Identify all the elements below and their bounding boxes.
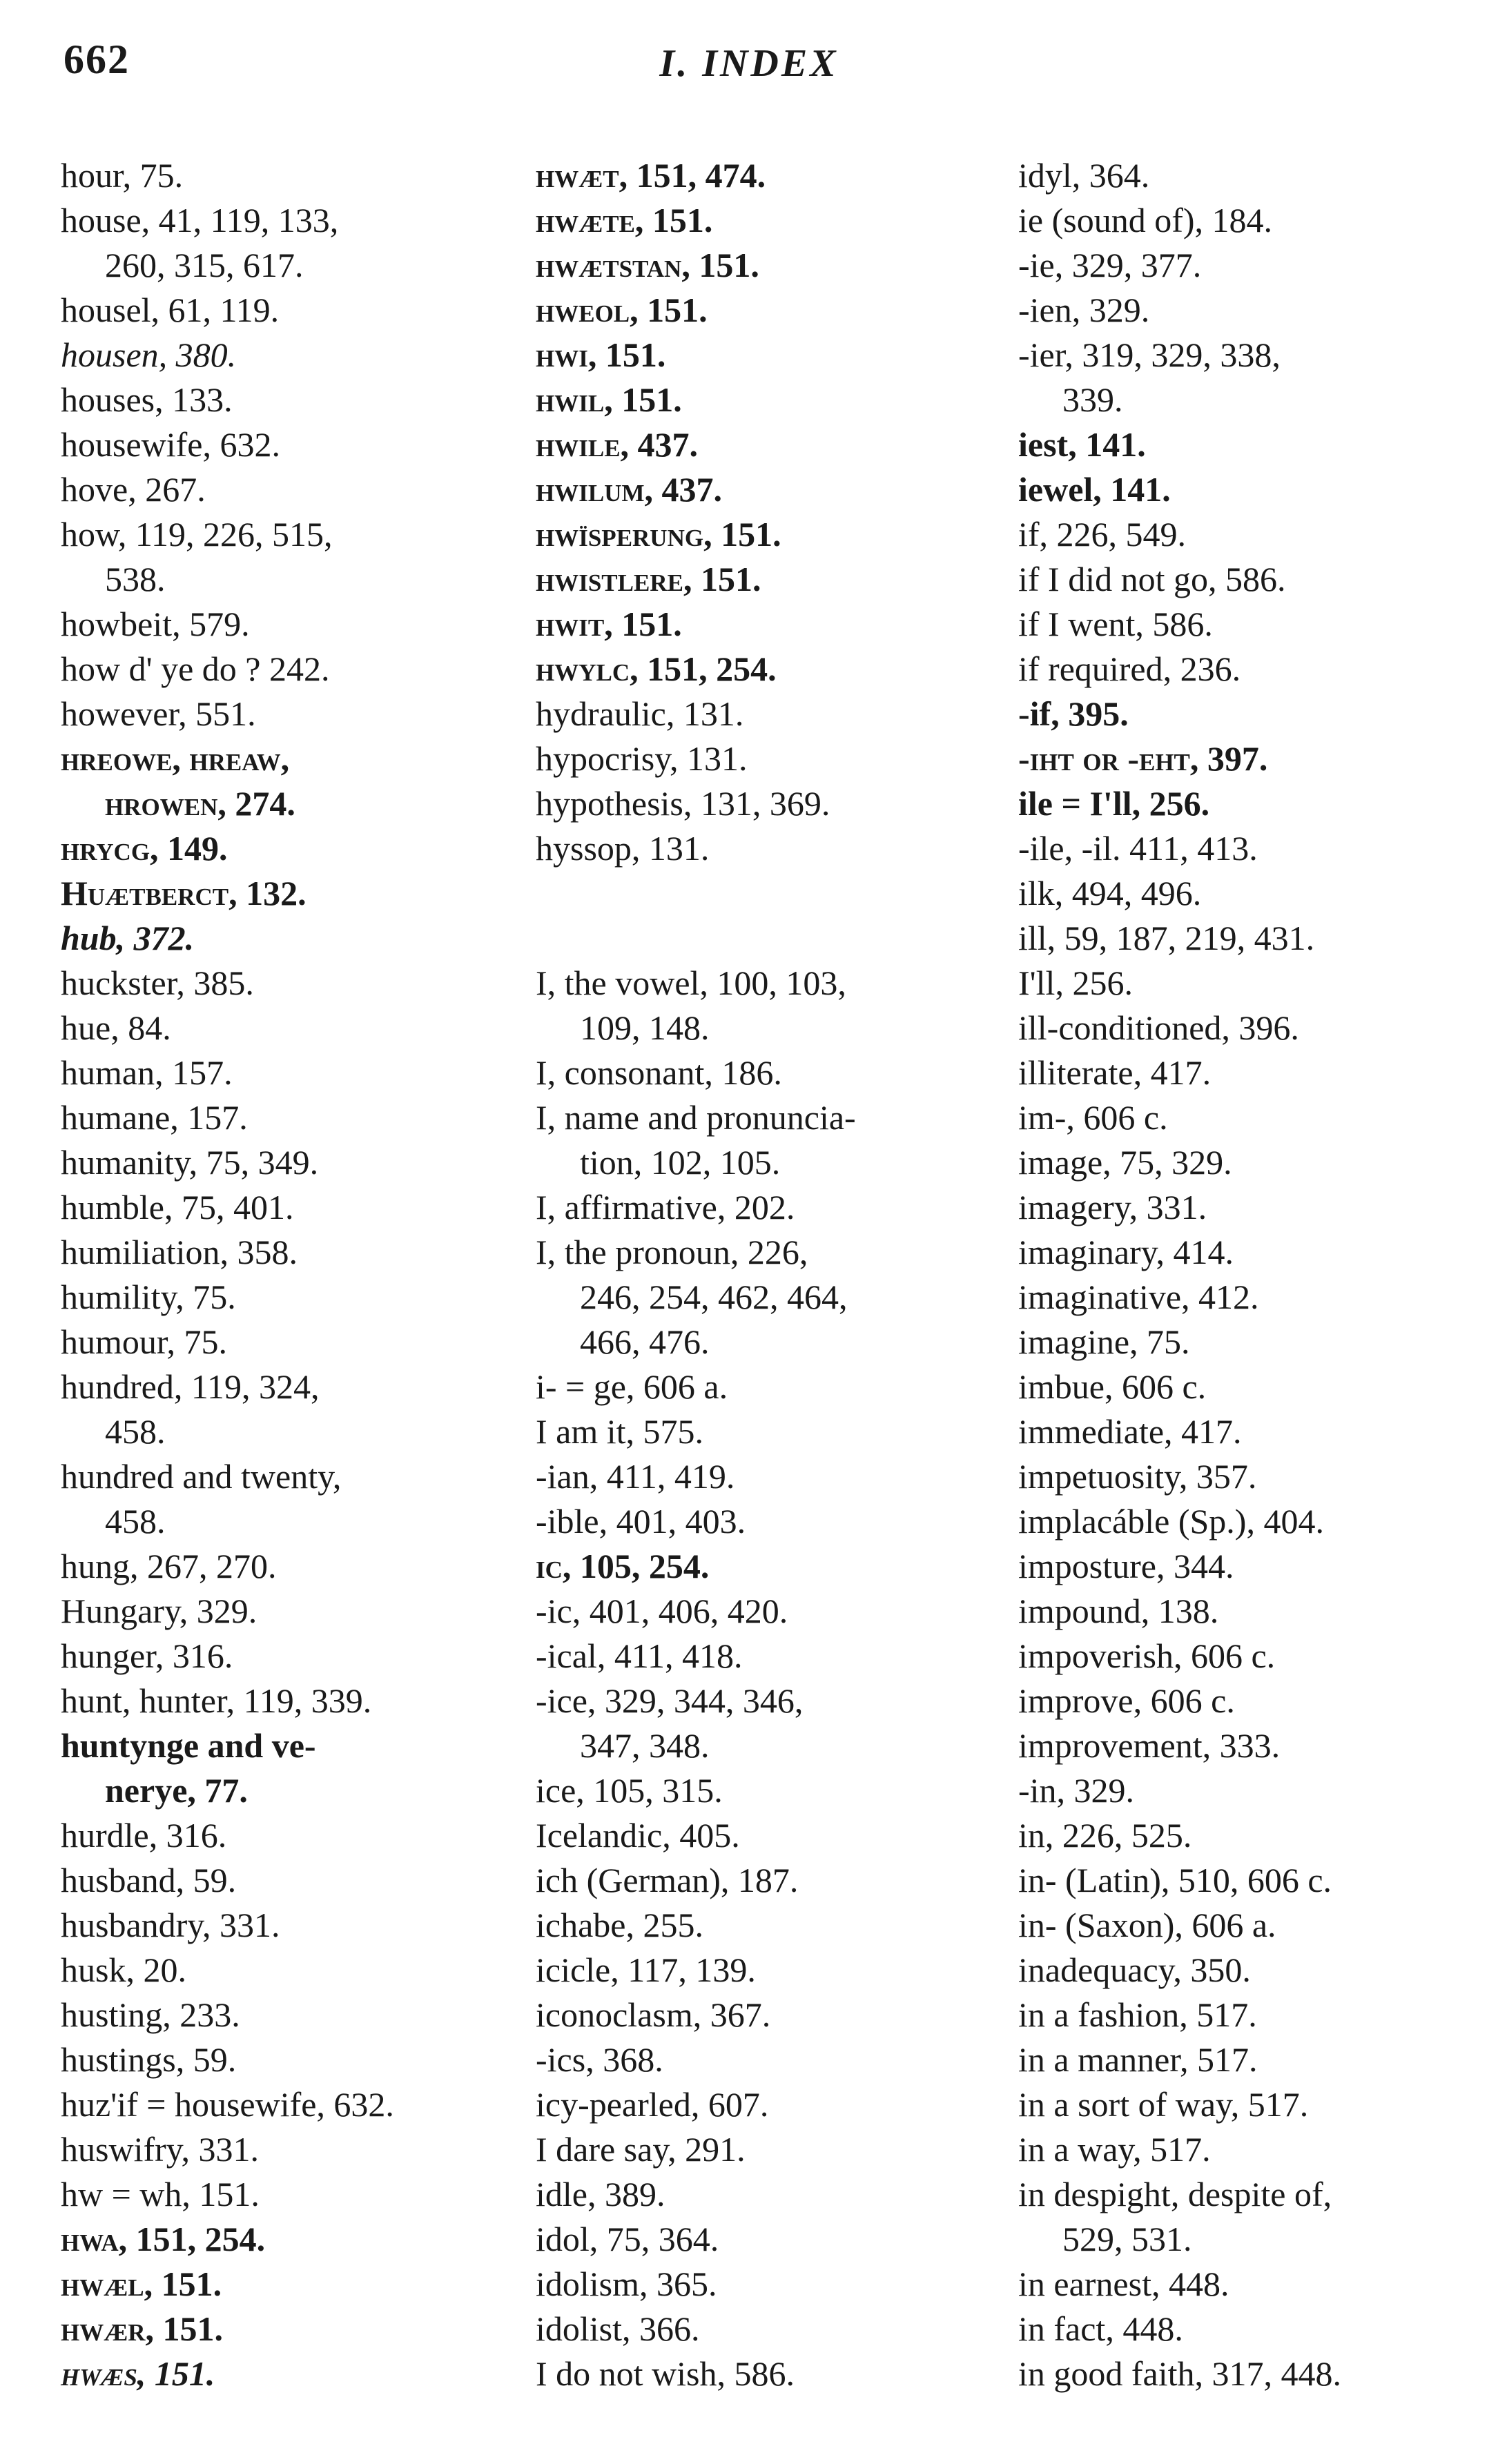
index-entry: hyssop, 131.: [536, 829, 710, 868]
index-entry: idolist, 366.: [536, 2309, 700, 2348]
index-entry: hwæs, 151.: [61, 2354, 215, 2393]
index-entry: how d' ye do ? 242.: [61, 649, 330, 688]
index-entry: housen, 380.: [61, 335, 237, 374]
index-entry: imposture, 344.: [1018, 1547, 1234, 1585]
index-entry: idle, 389.: [536, 2175, 665, 2213]
index-entry: hwistlere, 151.: [536, 560, 761, 598]
index-entry: im-, 606 c.: [1018, 1098, 1168, 1137]
index-entry: in- (Saxon), 606 a.: [1018, 1906, 1276, 1944]
index-entry: husk, 20.: [61, 1950, 186, 1989]
index-entry: in earnest, 448.: [1018, 2265, 1229, 2303]
index-entry: image, 75, 329.: [1018, 1143, 1232, 1182]
index-entry: ie (sound of), 184.: [1018, 201, 1272, 239]
index-entry-continuation: hrowen, 274.: [105, 784, 295, 823]
index-entry: Icelandic, 405.: [536, 1816, 740, 1855]
index-entry: humble, 75, 401.: [61, 1188, 294, 1226]
index-entry: hwa, 151, 254.: [61, 2220, 266, 2258]
index-entry: huntynge and ve-: [61, 1726, 316, 1765]
index-entry: -in, 329.: [1018, 1771, 1135, 1810]
index-entry: hwilum, 437.: [536, 470, 722, 509]
index-entry: housewife, 632.: [61, 425, 280, 464]
index-entry: I, name and pronuncia-: [536, 1098, 856, 1137]
index-entry: icy-pearled, 607.: [536, 2085, 769, 2124]
index-entry: hundred, 119, 324,: [61, 1367, 320, 1406]
index-entry: imaginative, 412.: [1018, 1278, 1259, 1316]
index-entry: I, the vowel, 100, 103,: [536, 964, 846, 1002]
index-entry: in a sort of way, 517.: [1018, 2085, 1309, 2124]
index-entry: -ible, 401, 403.: [536, 1502, 746, 1541]
index-entry-continuation: nerye, 77.: [105, 1771, 248, 1810]
index-entry: idyl, 364.: [1018, 156, 1150, 195]
running-title: I. INDEX: [659, 42, 839, 85]
index-entry: Hungary, 329.: [61, 1592, 257, 1630]
index-entry: hwile, 437.: [536, 425, 699, 464]
index-entry-continuation: 109, 148.: [580, 1008, 710, 1047]
index-entry: in fact, 448.: [1018, 2309, 1183, 2348]
index-entry-continuation: 458.: [105, 1412, 166, 1451]
index-entry: improve, 606 c.: [1018, 1681, 1235, 1720]
index-entry-continuation: tion, 102, 105.: [580, 1143, 781, 1182]
index-entry: illiterate, 417.: [1018, 1053, 1212, 1092]
index-entry: icicle, 117, 139.: [536, 1950, 756, 1989]
index-column-3: [1018, 153, 1460, 2396]
index-entry: hwær, 151.: [61, 2309, 223, 2348]
index-entry: -ical, 411, 418.: [536, 1636, 743, 1675]
index-entry: imagery, 331.: [1018, 1188, 1207, 1226]
index-column-2: [536, 153, 964, 2396]
index-entry: in, 226, 525.: [1018, 1816, 1192, 1855]
index-entry: -ile, -il. 411, 413.: [1018, 829, 1258, 868]
index-entry-continuation: 339.: [1062, 380, 1123, 419]
index-entry: hweol, 151.: [536, 291, 708, 329]
index-entry: huswifry, 331.: [61, 2130, 260, 2169]
index-entry: hunt, hunter, 119, 339.: [61, 1681, 372, 1720]
index-entry: hustings, 59.: [61, 2040, 237, 2079]
index-entry-continuation: 347, 348.: [580, 1726, 710, 1765]
index-entry: I'll, 256.: [1018, 964, 1133, 1002]
index-entry-continuation: 246, 254, 462, 464,: [580, 1278, 848, 1316]
index-entry: ilk, 494, 496.: [1018, 874, 1202, 912]
column-gap: [536, 916, 964, 961]
index-entry-continuation: 260, 315, 617.: [105, 246, 304, 284]
index-entry: I do not wish, 586.: [536, 2354, 795, 2393]
index-entry: husband, 59.: [61, 1861, 237, 1899]
index-entry: hwylc, 151, 254.: [536, 649, 777, 688]
index-entry-continuation: 458.: [105, 1502, 166, 1541]
index-entry: if I went, 586.: [1018, 605, 1213, 643]
index-entry: hung, 267, 270.: [61, 1547, 277, 1585]
index-entry: hypothesis, 131, 369.: [536, 784, 830, 823]
index-entry: hwætstan, 151.: [536, 246, 759, 284]
index-entry: in despight, despite of,: [1018, 2175, 1332, 2213]
index-entry: humane, 157.: [61, 1098, 248, 1137]
index-entry: immediate, 417.: [1018, 1412, 1242, 1451]
index-entry: ile = I'll, 256.: [1018, 784, 1210, 823]
index-entry: hwæte, 151.: [536, 201, 713, 239]
index-entry: hwæt, 151, 474.: [536, 156, 766, 195]
index-entry: humour, 75.: [61, 1322, 228, 1361]
index-entry: impetuosity, 357.: [1018, 1457, 1257, 1496]
index-entry: ich (German), 187.: [536, 1861, 799, 1899]
index-entry: idol, 75, 364.: [536, 2220, 719, 2258]
index-entry: in good faith, 317, 448.: [1018, 2354, 1342, 2393]
index-entry: hwi, 151.: [536, 335, 666, 374]
index-entry: hue, 84.: [61, 1008, 171, 1047]
index-entry: hydraulic, 131.: [536, 694, 744, 733]
index-entry: hove, 267.: [61, 470, 206, 509]
index-entry-continuation: 538.: [105, 560, 166, 598]
index-entry: how, 119, 226, 515,: [61, 515, 333, 554]
index-entry: -ien, 329.: [1018, 291, 1150, 329]
index-entry-continuation: 529, 531.: [1062, 2220, 1192, 2258]
index-entry: iconoclasm, 367.: [536, 1995, 771, 2034]
index-entry-continuation: 466, 476.: [580, 1322, 710, 1361]
index-entry: improvement, 333.: [1018, 1726, 1281, 1765]
index-entry: house, 41, 119, 133,: [61, 201, 339, 239]
index-entry: -ier, 319, 329, 338,: [1018, 335, 1281, 374]
index-entry: hwit, 151.: [536, 605, 682, 643]
index-entry: impoverish, 606 c.: [1018, 1636, 1276, 1675]
index-entry: ill, 59, 187, 219, 431.: [1018, 919, 1315, 957]
index-entry: iewel, 141.: [1018, 470, 1171, 509]
index-entry: -ie, 329, 377.: [1018, 246, 1202, 284]
index-entry: in a manner, 517.: [1018, 2040, 1258, 2079]
index-entry: hypocrisy, 131.: [536, 739, 748, 778]
index-entry: if I did not go, 586.: [1018, 560, 1286, 598]
index-entry: I dare say, 291.: [536, 2130, 746, 2169]
index-entry: -ice, 329, 344, 346,: [536, 1681, 804, 1720]
index-entry: ill-conditioned, 396.: [1018, 1008, 1299, 1047]
index-entry: hundred and twenty,: [61, 1457, 342, 1496]
index-entry: ichabe, 255.: [536, 1906, 703, 1944]
index-entry: hurdle, 316.: [61, 1816, 227, 1855]
index-entry: hw = wh, 151.: [61, 2175, 260, 2213]
index-entry: housel, 61, 119.: [61, 291, 280, 329]
index-entry: hwil, 151.: [536, 380, 682, 419]
index-entry: -ic, 401, 406, 420.: [536, 1592, 788, 1630]
index-entry: imagine, 75.: [1018, 1322, 1190, 1361]
index-entry: i- = ge, 606 a.: [536, 1367, 728, 1406]
index-entry: imaginary, 414.: [1018, 1233, 1234, 1271]
index-entry: houses, 133.: [61, 380, 233, 419]
index-entry: in- (Latin), 510, 606 c.: [1018, 1861, 1332, 1899]
index-entry: hwæl, 151.: [61, 2265, 222, 2303]
index-entry: -iht or -eht, 397.: [1018, 739, 1268, 778]
index-entry: humanity, 75, 349.: [61, 1143, 319, 1182]
index-entry: if required, 236.: [1018, 649, 1241, 688]
index-entry: I, consonant, 186.: [536, 1053, 782, 1092]
index-entry: hour, 75.: [61, 156, 184, 195]
index-entry: humiliation, 358.: [61, 1233, 298, 1271]
index-entry: I am it, 575.: [536, 1412, 704, 1451]
index-entry: implacáble (Sp.), 404.: [1018, 1502, 1324, 1541]
index-entry: -ics, 368.: [536, 2040, 663, 2079]
index-entry: hrycg, 149.: [61, 829, 228, 868]
index-entry: impound, 138.: [1018, 1592, 1219, 1630]
index-entry: hwïsperung, 151.: [536, 515, 781, 554]
index-entry: imbue, 606 c.: [1018, 1367, 1207, 1406]
index-entry: hunger, 316.: [61, 1636, 233, 1675]
index-entry: Huætberct, 132.: [61, 874, 307, 912]
index-entry: in a way, 517.: [1018, 2130, 1211, 2169]
index-entry: huz'if = housewife, 632.: [61, 2085, 394, 2124]
index-entry: human, 157.: [61, 1053, 233, 1092]
index-entry: inadequacy, 350.: [1018, 1950, 1251, 1989]
page-number: 662: [64, 37, 130, 82]
index-entry: husbandry, 331.: [61, 1906, 280, 1944]
index-entry: -if, 395.: [1018, 694, 1129, 733]
index-entry: hub, 372.: [61, 919, 195, 957]
index-entry: humility, 75.: [61, 1278, 236, 1316]
index-entry: if, 226, 549.: [1018, 515, 1187, 554]
index-entry: in a fashion, 517.: [1018, 1995, 1257, 2034]
index-entry: howbeit, 579.: [61, 605, 250, 643]
index-entry: I, affirmative, 202.: [536, 1188, 795, 1226]
column-gap: [536, 871, 964, 916]
index-entry: idolism, 365.: [536, 2265, 717, 2303]
index-entry: I, the pronoun, 226,: [536, 1233, 808, 1271]
index-entry: huckster, 385.: [61, 964, 254, 1002]
index-entry: -ian, 411, 419.: [536, 1457, 735, 1496]
index-entry: hreowe, hreaw,: [61, 739, 290, 778]
index-column-1: [61, 153, 482, 2396]
page-header: [0, 36, 1498, 98]
index-entry: however, 551.: [61, 694, 256, 733]
index-entry: ic, 105, 254.: [536, 1547, 710, 1585]
index-entry: iest, 141.: [1018, 425, 1146, 464]
index-entry: ice, 105, 315.: [536, 1771, 723, 1810]
index-entry: husting, 233.: [61, 1995, 240, 2034]
